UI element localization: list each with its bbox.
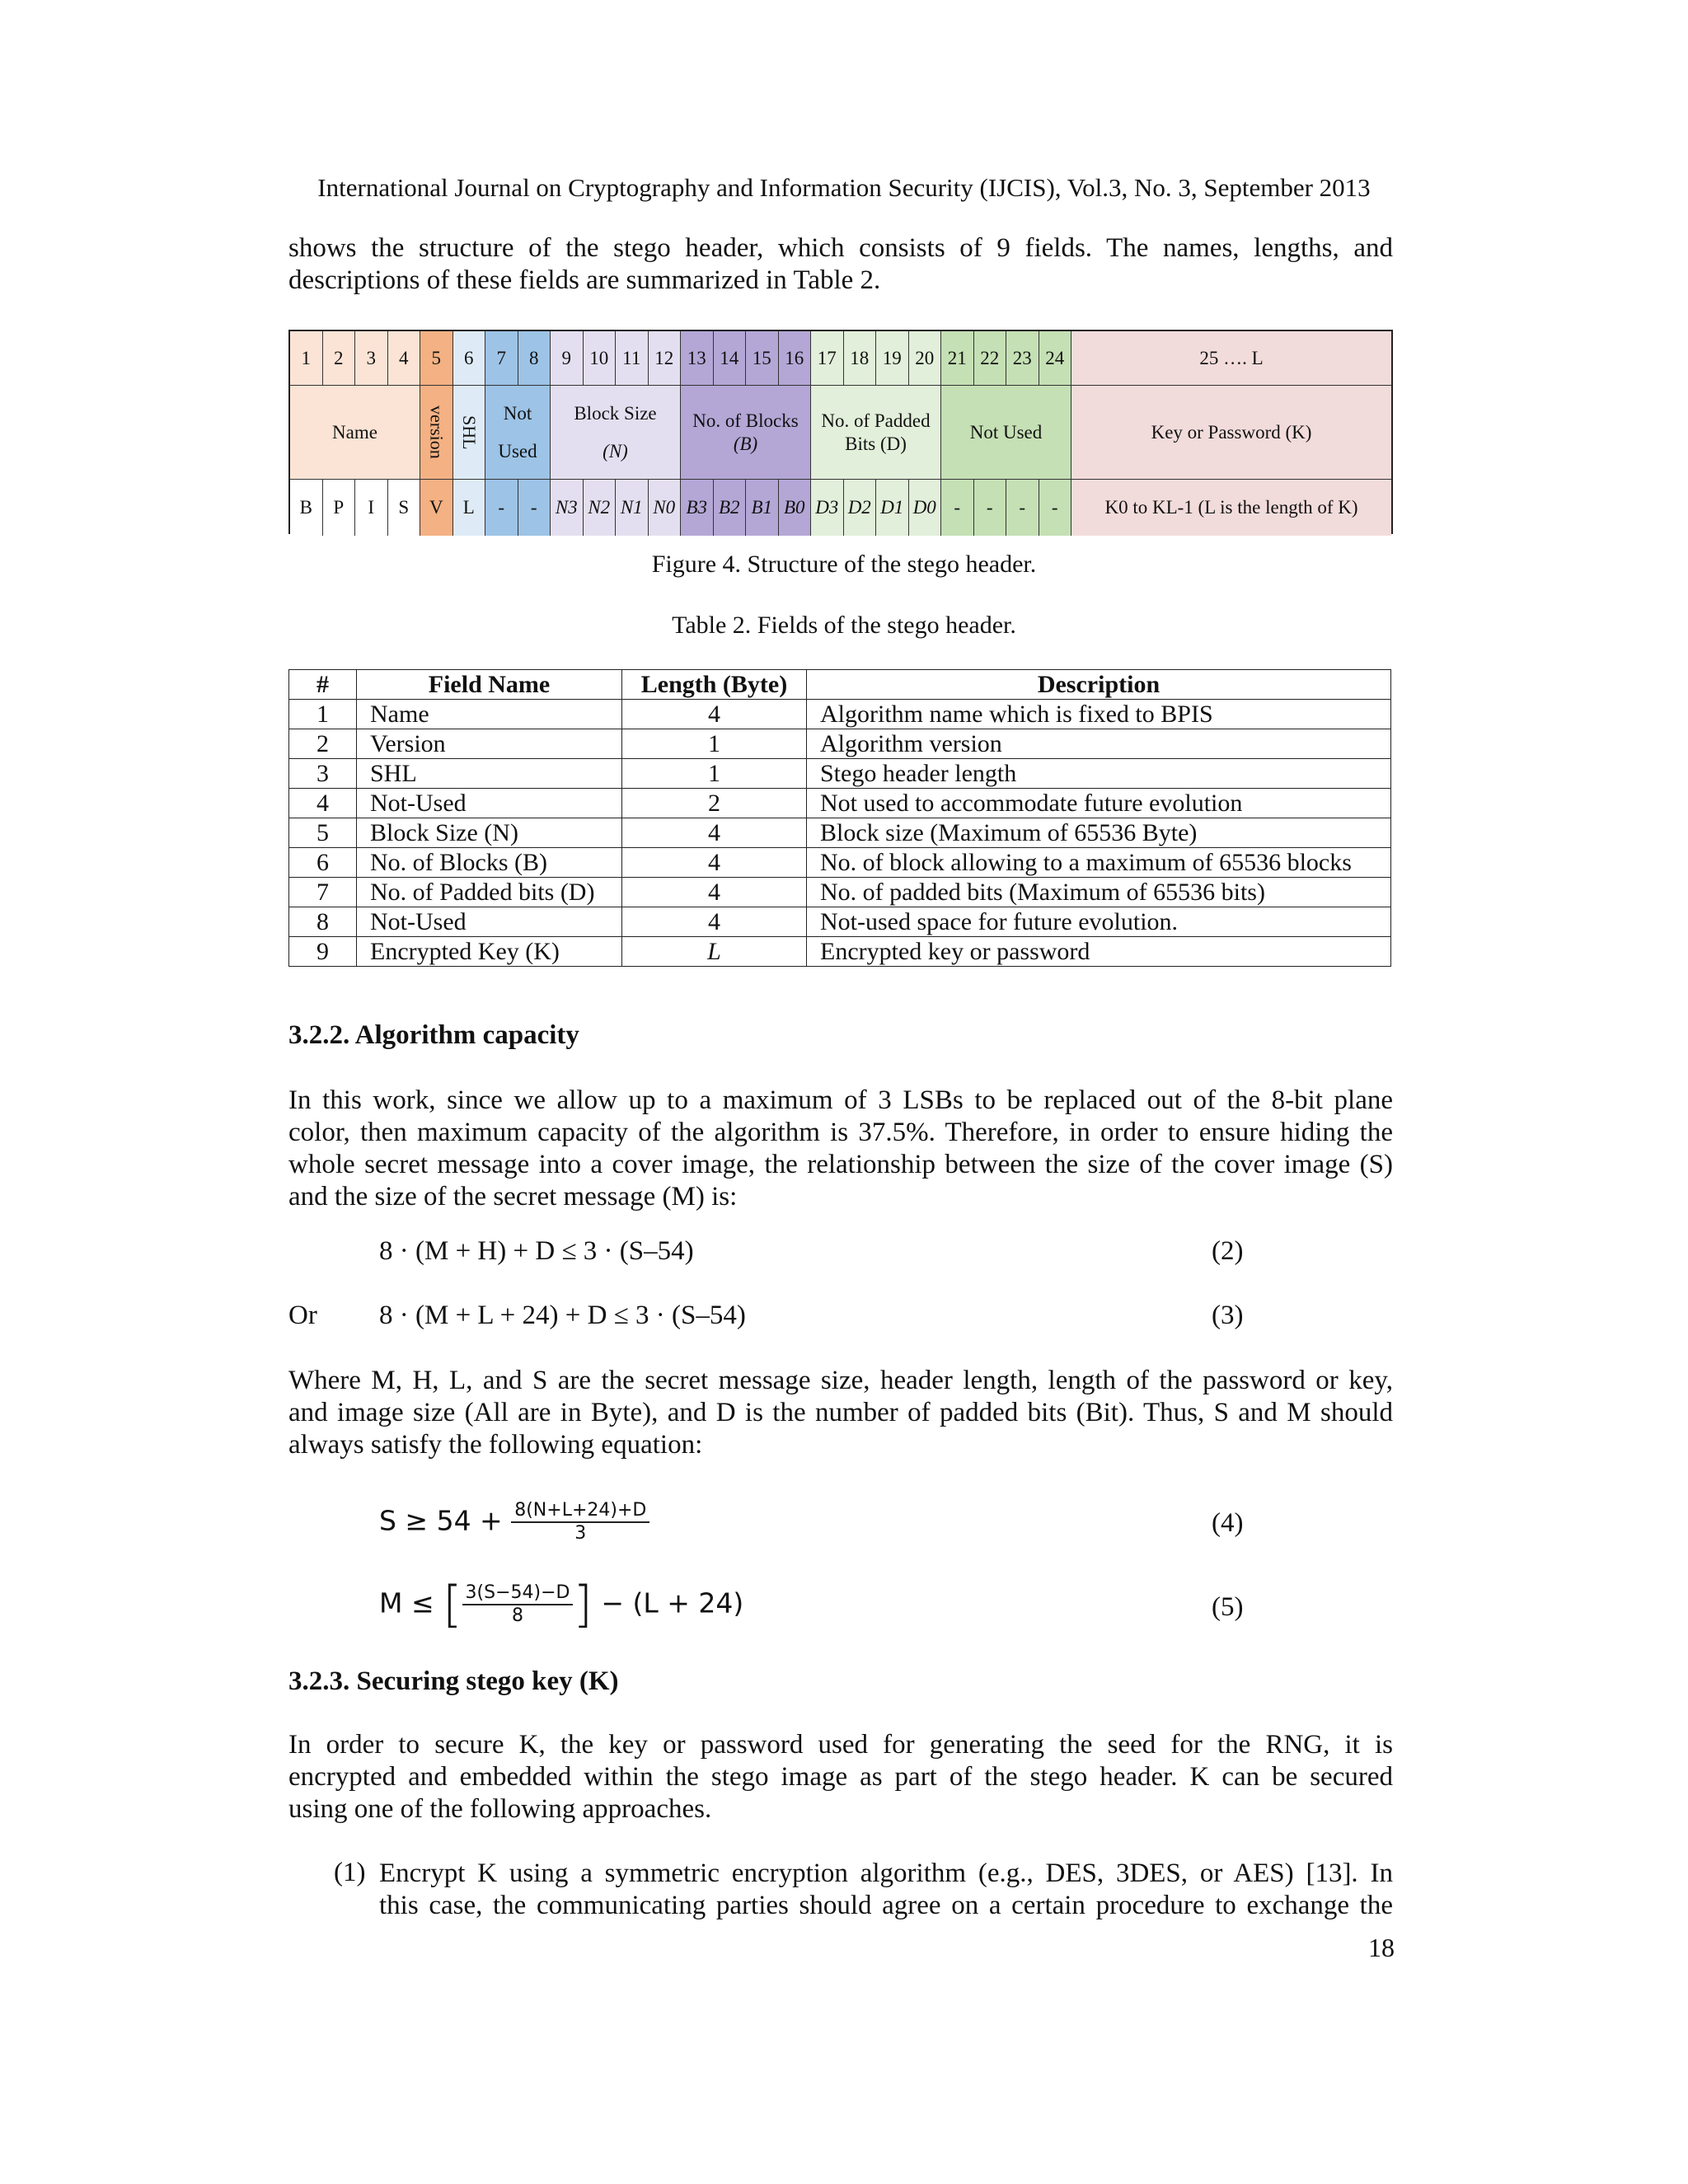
text-line: and the size of the secret message (M) is:: [288, 1182, 738, 1212]
byte-number: 16: [779, 331, 812, 386]
table-cell: Not-Used: [357, 907, 622, 937]
byte-number: 19: [876, 331, 909, 386]
field-shl: SHL: [453, 386, 486, 480]
table-cell: 1: [622, 759, 807, 789]
table-cell: 3: [289, 759, 357, 789]
field-symbol: D1: [876, 480, 909, 536]
table-row: [289, 729, 1391, 759]
table-cell: Algorithm version: [807, 729, 1391, 759]
field-symbol: N1: [616, 480, 649, 536]
field-label-line: No. of Padded: [821, 410, 931, 431]
byte-number: 8: [518, 331, 551, 386]
table-cell: Version: [357, 729, 622, 759]
table-row: [289, 759, 1391, 789]
text-line: In this work, since we allow up to a maximum of 3 LSBs to be replaced out of the 8-bit plane: [288, 1085, 1393, 1115]
table-cell: 7: [289, 878, 357, 907]
field-symbol: -: [518, 480, 551, 536]
byte-number: 15: [746, 331, 779, 386]
byte-number: 23: [1006, 331, 1039, 386]
field-version: version: [420, 386, 453, 480]
equation-number: (5): [1212, 1592, 1244, 1622]
table-header-row: [289, 670, 1391, 700]
field-symbol: -: [974, 480, 1007, 536]
table-row: [289, 700, 1391, 729]
table-row: [289, 818, 1391, 848]
byte-number: 4: [388, 331, 421, 386]
text-line: Where M, H, L, and S are the secret message size, header length, length of the password or key,: [288, 1366, 1393, 1395]
text-line: In order to secure K, the key or password used for generating the seed for the RNG, it is: [288, 1730, 1393, 1760]
byte-number: 7: [485, 331, 518, 386]
table-cell: 1: [622, 729, 807, 759]
table-cell: No. of padded bits (Maximum of 65536 bits): [807, 878, 1391, 907]
table-row: [289, 848, 1391, 878]
byte-number: 1: [290, 331, 323, 386]
field-symbol: K0 to KL-1 (L is the length of K): [1071, 480, 1391, 536]
table-cell: 2: [622, 789, 807, 818]
field-symbol: N2: [584, 480, 617, 536]
or-label: Or: [288, 1301, 317, 1330]
field-symbol: L: [453, 480, 486, 536]
byte-number: 6: [453, 331, 486, 386]
table-cell: Encrypted Key (K): [357, 937, 622, 967]
field-label-line: Used: [498, 440, 537, 462]
byte-number: 14: [714, 331, 747, 386]
field-symbol: D2: [844, 480, 877, 536]
fields-table: [288, 669, 1391, 967]
byte-number: 11: [616, 331, 649, 386]
column-header: Field Name: [357, 670, 622, 700]
field-symbol: -: [1006, 480, 1039, 536]
text-line: and image size (All are in Byte), and D is the number of padded bits (Bit). Thus, S and M should: [288, 1398, 1393, 1427]
byte-number: 18: [844, 331, 877, 386]
text-line: always satisfy the following equation:: [288, 1430, 703, 1460]
table-cell: 4: [622, 848, 807, 878]
field-symbol: -: [485, 480, 518, 536]
field-symbol: -: [1039, 480, 1072, 536]
byte-number: 22: [974, 331, 1007, 386]
field-symbol: P: [323, 480, 356, 536]
field-label-line: (N): [603, 440, 628, 462]
field-symbol: B3: [681, 480, 714, 536]
byte-number: 21: [941, 331, 974, 386]
column-header: Description: [807, 670, 1391, 700]
table-cell: 5: [289, 818, 357, 848]
field-not-used: [485, 386, 551, 480]
field-symbol: I: [355, 480, 388, 536]
floor-bracket-left: [: [443, 1576, 462, 1633]
table-cell: 2: [289, 729, 357, 759]
field-label-line: Not: [503, 402, 532, 424]
text-line: descriptions of these fields are summarized in Table 2.: [288, 265, 881, 295]
byte-number: 25 …. L: [1071, 331, 1391, 386]
field-symbol: D3: [811, 480, 844, 536]
table-row: [289, 907, 1391, 937]
intro-paragraph: [288, 232, 1393, 297]
table-cell: Encrypted key or password: [807, 937, 1391, 967]
table-cell: No. of Blocks (B): [357, 848, 622, 878]
equation-fraction: [462, 1582, 574, 1627]
field-symbol: B1: [746, 480, 779, 536]
byte-number: 12: [649, 331, 682, 386]
equation-2: 8 · (M + H) + D ≤ 3 · (S–54): [379, 1236, 694, 1266]
column-header: #: [289, 670, 357, 700]
field-label-line: Bits (D): [845, 433, 907, 454]
figure-caption: Figure 4. Structure of the stego header.: [651, 551, 1037, 578]
table-row: [289, 937, 1391, 967]
table-cell: 4: [622, 700, 807, 729]
table-row: [289, 789, 1391, 818]
fraction-denominator: 8: [512, 1605, 524, 1626]
text-line: this case, the communicating parties should agree on a certain procedure to exchange the: [379, 1891, 1393, 1920]
text-line: whole secret message into a cover image, the relationship between the size of the cover image (S): [288, 1150, 1393, 1179]
list-item-1: [379, 1858, 1393, 1922]
fraction-denominator: 3: [574, 1523, 587, 1544]
text-line: Encrypt K using a symmetric encryption algorithm (e.g., DES, 3DES, or AES) [13]. In: [379, 1858, 1393, 1888]
equation-rhs: − (L + 24): [601, 1586, 744, 1619]
field-symbol: S: [388, 480, 421, 536]
running-head: International Journal on Cryptography and Information Security (IJCIS), Vol.3, No. 3, September 2013: [317, 173, 1371, 202]
field-padded-bits: [811, 386, 941, 480]
page-number: 18: [1368, 1933, 1395, 1962]
equation-number: (2): [1212, 1236, 1244, 1266]
field-not-used-2: Not Used: [941, 386, 1071, 480]
securing-paragraph: [288, 1729, 1393, 1825]
table-cell: Not-Used: [357, 789, 622, 818]
byte-number: 10: [584, 331, 617, 386]
equation-5: [379, 1576, 743, 1633]
equation-lhs: S ≥ 54 +: [379, 1504, 503, 1537]
table-cell: SHL: [357, 759, 622, 789]
table-cell: 8: [289, 907, 357, 937]
table-cell: 4: [622, 878, 807, 907]
table-row: [289, 878, 1391, 907]
table-cell: No. of Padded bits (D): [357, 878, 622, 907]
stego-header-figure: [288, 330, 1393, 534]
fraction-numerator: 8(N+L+24)+D: [511, 1500, 649, 1523]
field-symbol: -: [941, 480, 974, 536]
byte-number: 20: [909, 331, 942, 386]
table-cell: L: [622, 937, 807, 967]
list-item-label: (1): [334, 1858, 366, 1887]
field-symbol: V: [420, 480, 453, 536]
equation-number: (3): [1212, 1301, 1244, 1330]
field-label-line: Block Size: [574, 402, 657, 424]
table-cell: Algorithm name which is fixed to BPIS: [807, 700, 1391, 729]
byte-number: 13: [681, 331, 714, 386]
equation-fraction: [511, 1500, 649, 1544]
text-line: using one of the following approaches.: [288, 1794, 712, 1824]
field-symbol: B0: [779, 480, 812, 536]
table-cell: Stego header length: [807, 759, 1391, 789]
field-label-line: No. of Blocks: [692, 410, 799, 431]
field-symbol: B: [290, 480, 323, 536]
equation-lhs: M ≤: [379, 1586, 434, 1619]
table-cell: 4: [289, 789, 357, 818]
byte-number: 17: [811, 331, 844, 386]
table-cell: No. of block allowing to a maximum of 65536 blocks: [807, 848, 1391, 878]
field-block-size: [551, 386, 681, 480]
table-cell: Name: [357, 700, 622, 729]
where-paragraph: [288, 1365, 1393, 1461]
byte-number: 24: [1039, 331, 1072, 386]
table-cell: 9: [289, 937, 357, 967]
byte-number: 2: [323, 331, 356, 386]
text-line: shows the structure of the stego header, which consists of 9 fields. The names, lengths, and: [288, 233, 1393, 263]
byte-number: 5: [420, 331, 453, 386]
field-no-blocks: [681, 386, 811, 480]
capacity-paragraph: [288, 1085, 1393, 1213]
field-symbol: B2: [714, 480, 747, 536]
byte-number: 3: [355, 331, 388, 386]
fraction-numerator: 3(S−54)−D: [462, 1582, 574, 1605]
column-header: Length (Byte): [622, 670, 807, 700]
field-label-line: (B): [733, 433, 758, 454]
table-cell: Not-used space for future evolution.: [807, 907, 1391, 937]
text-line: encrypted and embedded within the stego image as part of the stego header. K can be secured: [288, 1762, 1393, 1792]
table-cell: 4: [622, 907, 807, 937]
table-cell: Not used to accommodate future evolution: [807, 789, 1391, 818]
table-caption: Table 2. Fields of the stego header.: [672, 612, 1016, 639]
section-heading: 3.2.3. Securing stego key (K): [288, 1666, 619, 1696]
field-symbol: N3: [551, 480, 584, 536]
field-key: Key or Password (K): [1071, 386, 1391, 480]
table-cell: 4: [622, 818, 807, 848]
equation-4: [379, 1500, 649, 1544]
field-symbol: D0: [909, 480, 942, 536]
text-line: color, then maximum capacity of the algorithm is 37.5%. Therefore, in order to ensure hiding the: [288, 1118, 1393, 1147]
table-cell: Block size (Maximum of 65536 Byte): [807, 818, 1391, 848]
field-symbol: N0: [649, 480, 682, 536]
table-cell: 6: [289, 848, 357, 878]
byte-number: 9: [551, 331, 584, 386]
table-cell: Block Size (N): [357, 818, 622, 848]
equation-number: (4): [1212, 1508, 1244, 1538]
equation-3: 8 · (M + L + 24) + D ≤ 3 · (S–54): [379, 1301, 746, 1330]
field-name: Name: [290, 386, 420, 480]
section-heading: 3.2.2. Algorithm capacity: [288, 1020, 579, 1050]
table-cell: 1: [289, 700, 357, 729]
floor-bracket-right: ]: [573, 1576, 593, 1633]
